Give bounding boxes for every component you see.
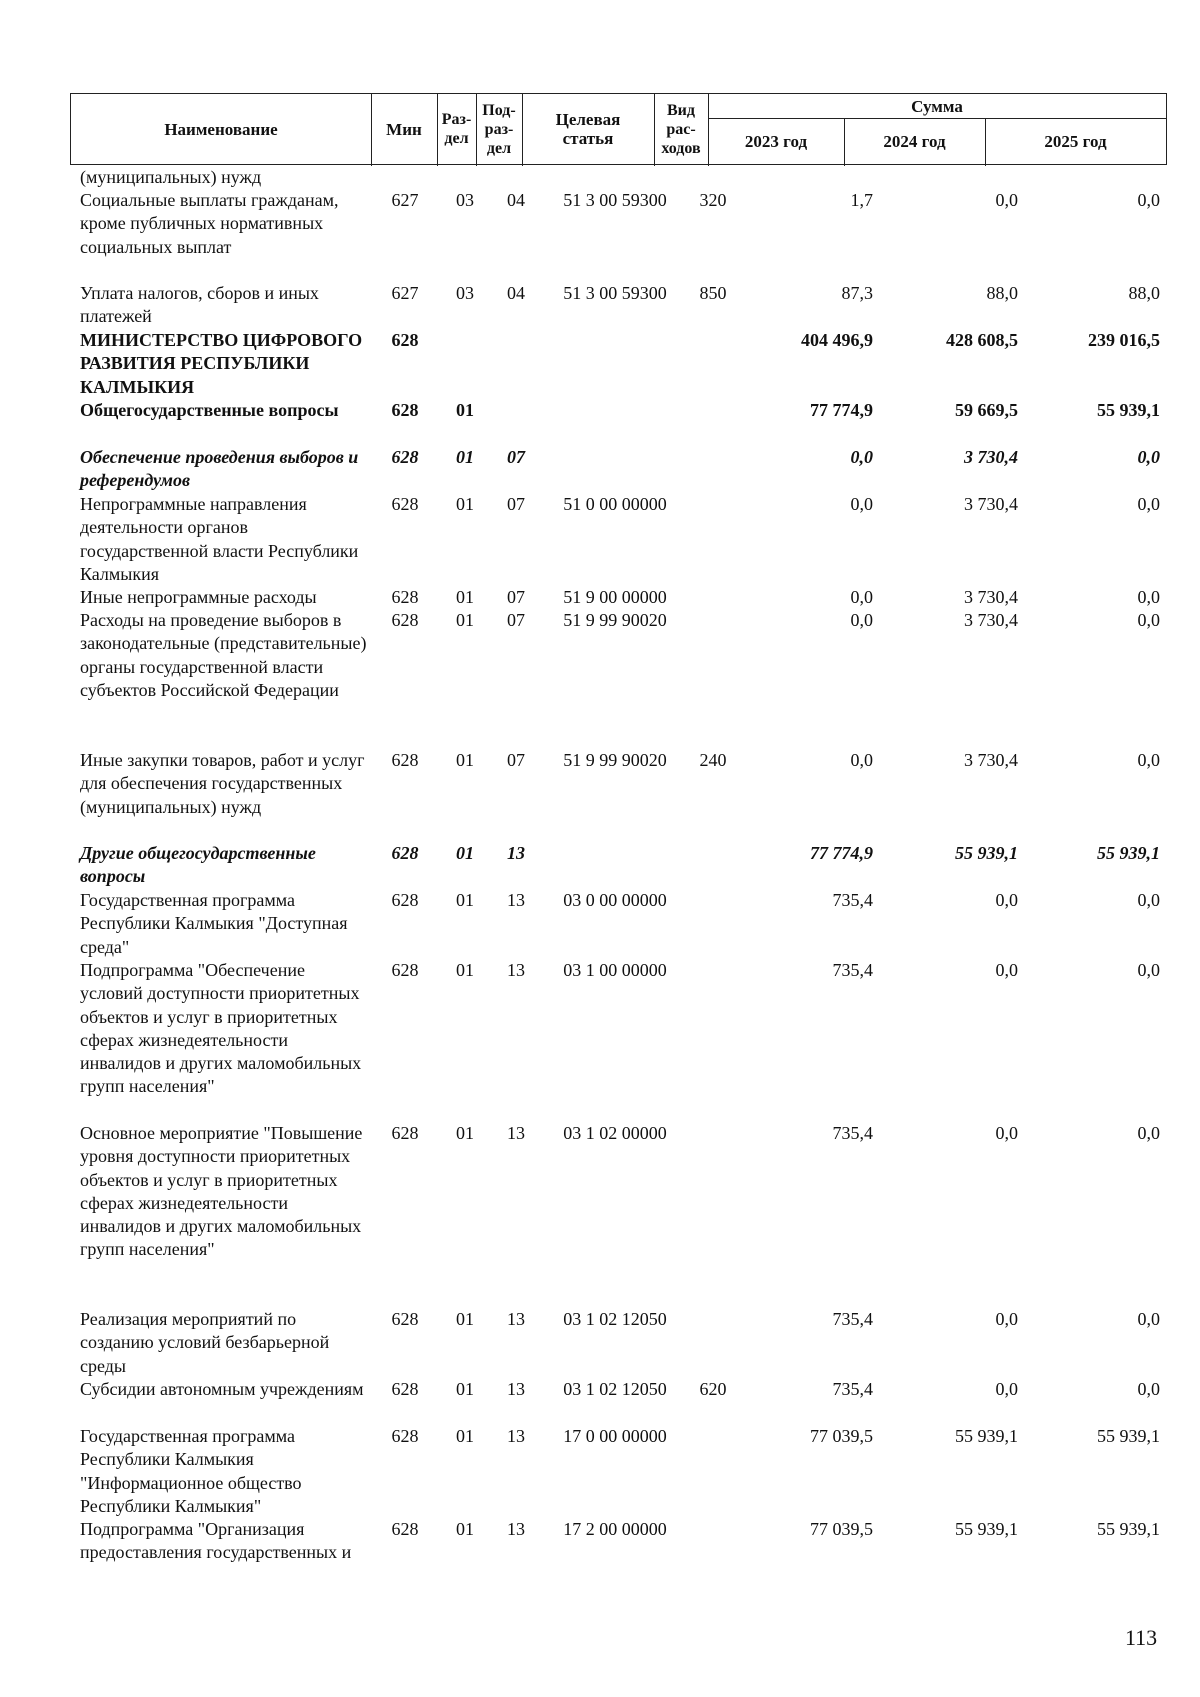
row-razdel: 01 (456, 1123, 474, 1143)
row-2025: 0,0 (1137, 1309, 1160, 1329)
row-name: Государственная программа Республики Калмыкия "Информационное общество Республики Калмыкия" (80, 1426, 302, 1516)
row-name: Иные закупки товаров, работ и услуг для обеспечения государственных (муниципальных) нужд (80, 750, 365, 817)
row-cel-statya: 03 1 02 00000 (563, 1123, 667, 1143)
header-2025: 2025 год (1044, 131, 1107, 151)
row-2024: 59 669,5 (955, 400, 1018, 420)
row-podrazdel: 04 (507, 283, 525, 303)
row-2023: 87,3 (841, 283, 873, 303)
row-razdel: 03 (456, 190, 474, 210)
row-min: 628 (391, 447, 419, 467)
page-number: 113 (1125, 1625, 1158, 1650)
header-vid-rashodov: Вид рас- ходов (661, 101, 701, 157)
row-2024: 0,0 (995, 1123, 1018, 1143)
row-2024: 0,0 (995, 190, 1018, 210)
row-razdel: 01 (456, 447, 474, 467)
row-razdel: 01 (456, 890, 474, 910)
row-2023: 404 496,9 (801, 330, 873, 350)
row-cel-statya: 51 9 99 90020 (563, 610, 667, 630)
row-min: 627 (391, 190, 419, 210)
row-2023: 77 039,5 (810, 1519, 873, 1539)
row-razdel: 01 (456, 1426, 474, 1446)
row-2025: 0,0 (1137, 494, 1160, 514)
row-razdel: 03 (456, 283, 474, 303)
row-podrazdel: 13 (507, 1123, 525, 1143)
row-podrazdel: 13 (507, 1519, 525, 1539)
row-2025: 0,0 (1137, 750, 1160, 770)
row-podrazdel: 07 (507, 447, 525, 467)
row-min: 628 (391, 1426, 419, 1446)
row-min: 628 (391, 1309, 419, 1329)
row-2023: 735,4 (832, 1379, 873, 1399)
row-2023: 77 039,5 (810, 1426, 873, 1446)
header-2024: 2024 год (883, 131, 946, 151)
row-2024: 3 730,4 (964, 447, 1018, 467)
row-2025: 0,0 (1137, 587, 1160, 607)
row-podrazdel: 13 (507, 960, 525, 980)
row-min: 628 (391, 750, 419, 770)
row-2023: 0,0 (850, 750, 873, 770)
row-min: 628 (391, 610, 419, 630)
row-2023: 0,0 (850, 587, 873, 607)
row-2025: 239 016,5 (1088, 330, 1160, 350)
row-2024: 0,0 (995, 1379, 1018, 1399)
row-name: Иные непрограммные расходы (80, 587, 317, 607)
row-cel-statya: 51 9 00 00000 (563, 587, 667, 607)
row-name: Общегосударственные вопросы (80, 400, 339, 420)
row-name: (муниципальных) нужд (80, 167, 262, 187)
row-min: 628 (391, 890, 419, 910)
row-min: 628 (391, 494, 419, 514)
row-min: 628 (391, 960, 419, 980)
header-podrazdel: Под- раз- дел (482, 101, 516, 157)
row-razdel: 01 (456, 1379, 474, 1399)
row-2024: 55 939,1 (955, 1519, 1018, 1539)
row-2023: 0,0 (850, 494, 873, 514)
row-min: 628 (391, 330, 419, 350)
row-vid-rashodov: 240 (699, 750, 727, 770)
row-name: Основное мероприятие "Повышение уровня доступности приоритетных объектов и услуг в приоритетных сферах жизнедеятельности инвалидов и других маломобильных групп населения" (80, 1123, 363, 1260)
row-2025: 55 939,1 (1097, 843, 1160, 863)
row-cel-statya: 03 1 00 00000 (563, 960, 667, 980)
row-2025: 0,0 (1137, 447, 1160, 467)
row-name: Обеспечение проведения выборов и референдумов (80, 447, 359, 491)
row-2023: 77 774,9 (810, 400, 873, 420)
row-2025: 0,0 (1137, 1123, 1160, 1143)
row-2023: 0,0 (850, 610, 873, 630)
row-cel-statya: 51 0 00 00000 (563, 494, 667, 514)
row-name: Социальные выплаты гражданам, кроме публичных нормативных социальных выплат (80, 190, 339, 257)
row-razdel: 01 (456, 400, 474, 420)
row-2023: 1,7 (850, 190, 873, 210)
row-vid-rashodov: 320 (699, 190, 727, 210)
row-2023: 735,4 (832, 1123, 873, 1143)
row-razdel: 01 (456, 750, 474, 770)
row-razdel: 01 (456, 843, 474, 863)
row-min: 628 (391, 587, 419, 607)
row-podrazdel: 07 (507, 610, 525, 630)
row-2023: 77 774,9 (810, 843, 873, 863)
row-min: 628 (391, 1379, 419, 1399)
row-name: Подпрограмма "Организация предоставления государственных и (80, 1519, 352, 1563)
row-podrazdel: 13 (507, 1426, 525, 1446)
row-min: 628 (391, 1519, 419, 1539)
row-podrazdel: 04 (507, 190, 525, 210)
row-2025: 55 939,1 (1097, 1426, 1160, 1446)
row-name: Субсидии автономным учреждениям (80, 1379, 364, 1399)
header-summa: Сумма (911, 96, 963, 116)
row-razdel: 01 (456, 610, 474, 630)
row-2024: 3 730,4 (964, 494, 1018, 514)
row-cel-statya: 51 3 00 59300 (563, 283, 667, 303)
row-podrazdel: 13 (507, 890, 525, 910)
row-name: МИНИСТЕРСТВО ЦИФРОВОГО РАЗВИТИЯ РЕСПУБЛИКИ КАЛМЫКИЯ (80, 330, 363, 397)
row-vid-rashodov: 850 (699, 283, 727, 303)
row-2023: 735,4 (832, 890, 873, 910)
row-2024: 0,0 (995, 960, 1018, 980)
row-podrazdel: 13 (507, 1309, 525, 1329)
row-cel-statya: 51 9 99 90020 (563, 750, 667, 770)
row-2025: 0,0 (1137, 890, 1160, 910)
row-name: Непрограммные направления деятельности органов государственной власти Республики Калмыкия (80, 494, 359, 584)
row-razdel: 01 (456, 494, 474, 514)
row-podrazdel: 07 (507, 750, 525, 770)
row-podrazdel: 13 (507, 1379, 525, 1399)
table-header (70, 93, 1167, 165)
row-2025: 55 939,1 (1097, 400, 1160, 420)
row-min: 628 (391, 400, 419, 420)
row-name: Другие общегосударственные вопросы (80, 843, 316, 887)
row-2024: 88,0 (986, 283, 1018, 303)
row-name: Реализация мероприятий по созданию условий безбарьерной среды (80, 1309, 330, 1376)
row-2025: 88,0 (1128, 283, 1160, 303)
row-2024: 3 730,4 (964, 610, 1018, 630)
row-razdel: 01 (456, 1309, 474, 1329)
row-cel-statya: 51 3 00 59300 (563, 190, 667, 210)
row-2024: 3 730,4 (964, 587, 1018, 607)
row-2025: 0,0 (1137, 190, 1160, 210)
header-cel-statya: Целевая статья (555, 110, 621, 148)
row-2024: 0,0 (995, 890, 1018, 910)
header-2023: 2023 год (744, 131, 808, 151)
row-razdel: 01 (456, 1519, 474, 1539)
row-2023: 735,4 (832, 960, 873, 980)
row-podrazdel: 07 (507, 587, 525, 607)
row-2024: 428 608,5 (946, 330, 1018, 350)
row-razdel: 01 (456, 960, 474, 980)
row-2025: 55 939,1 (1097, 1519, 1160, 1539)
row-name: Подпрограмма "Обеспечение условий доступности приоритетных объектов и услуг в приоритетных сферах жизнедеятельности инвалидов и других маломобильных групп населения" (80, 960, 362, 1097)
row-2025: 0,0 (1137, 610, 1160, 630)
header-name: Наименование (164, 119, 278, 139)
row-vid-rashodov: 620 (699, 1379, 727, 1399)
row-name: Расходы на проведение выборов в законодательные (представительные) органы государственной власти субъектов Российской Федерации (80, 610, 367, 700)
row-cel-statya: 03 0 00 00000 (563, 890, 667, 910)
header-min: Мин (386, 119, 422, 139)
row-min: 628 (391, 1123, 419, 1143)
row-2023: 0,0 (850, 447, 873, 467)
row-podrazdel: 13 (507, 843, 525, 863)
row-2024: 0,0 (995, 1309, 1018, 1329)
row-min: 627 (391, 283, 419, 303)
row-cel-statya: 17 2 00 00000 (563, 1519, 667, 1539)
row-2025: 0,0 (1137, 1379, 1160, 1399)
row-cel-statya: 03 1 02 12050 (563, 1309, 667, 1329)
row-2024: 55 939,1 (955, 1426, 1018, 1446)
row-min: 628 (391, 843, 419, 863)
row-cel-statya: 03 1 02 12050 (563, 1379, 667, 1399)
header-razdel: Раз- дел (441, 111, 472, 147)
row-2024: 55 939,1 (955, 843, 1018, 863)
row-cel-statya: 17 0 00 00000 (563, 1426, 667, 1446)
row-razdel: 01 (456, 587, 474, 607)
row-2025: 0,0 (1137, 960, 1160, 980)
row-2024: 3 730,4 (964, 750, 1018, 770)
row-2023: 735,4 (832, 1309, 873, 1329)
row-name: Уплата налогов, сборов и иных платежей (80, 283, 319, 327)
row-podrazdel: 07 (507, 494, 525, 514)
row-name: Государственная программа Республики Калмыкия "Доступная среда" (80, 890, 348, 957)
